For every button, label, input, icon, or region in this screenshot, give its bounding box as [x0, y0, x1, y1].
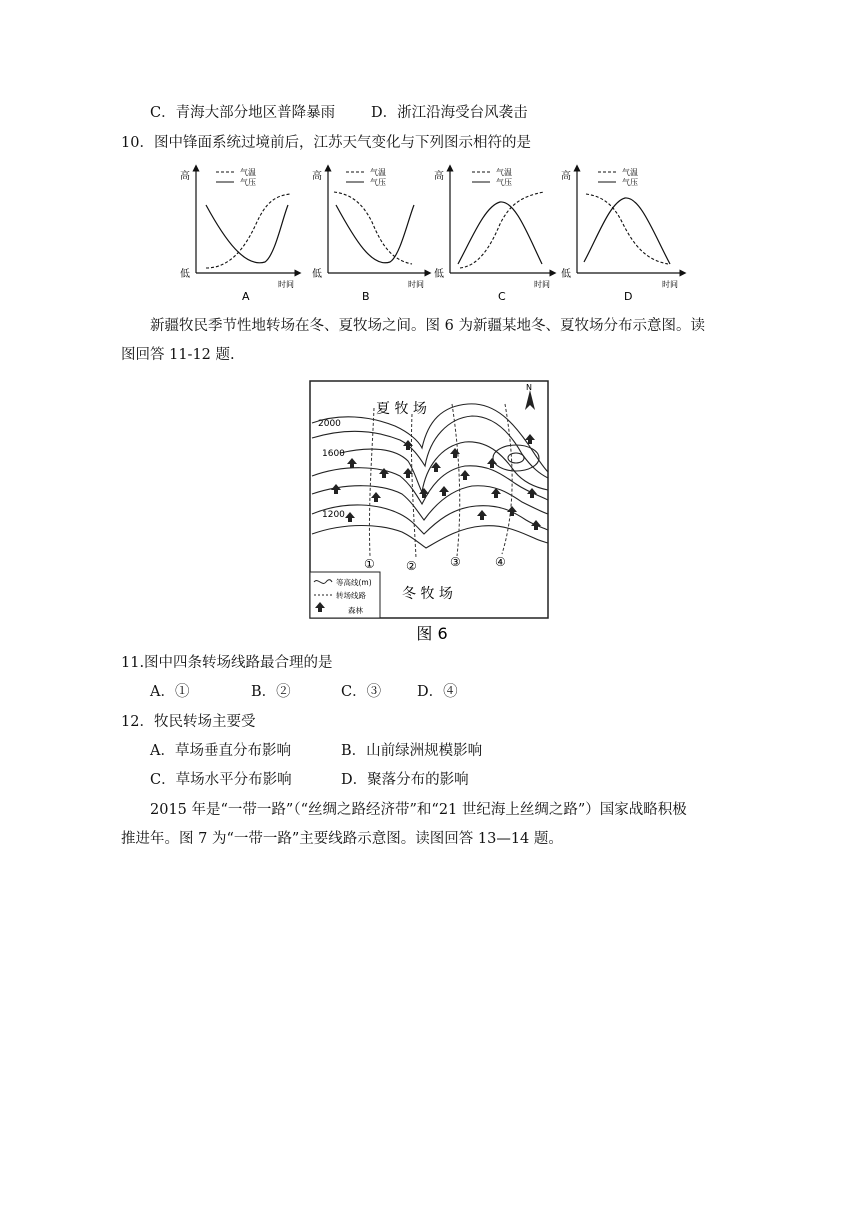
q12-option-c: C．草场水平分布影响	[150, 772, 292, 788]
route-2-label: ②	[406, 559, 417, 573]
route-3-label: ③	[450, 555, 461, 569]
route-4-label: ④	[495, 555, 506, 569]
legend-route-label: 转场线路	[336, 591, 366, 600]
q9-option-c: C．青海大部分地区普降暴雨	[150, 105, 336, 121]
q10-graphs	[0, 160, 860, 310]
q11-stem: 11.图中四条转场线路最合理的是	[121, 655, 333, 671]
q10-b-time-label: 时间	[408, 280, 424, 289]
q10-c-legend-temp: 气温	[496, 168, 512, 177]
q11-option-d: D．④	[417, 684, 458, 700]
q9-option-d: D．浙江沿海受台风袭击	[371, 105, 528, 121]
q10-c-high-label: 高	[434, 171, 444, 182]
q11-option-c: C．③	[341, 684, 382, 700]
q10-graph-c	[434, 167, 553, 303]
intro-13-14-line2: 推进年。图 7 为“一带一路”主要线路示意图。读图回答 13—14 题。	[121, 831, 563, 847]
q11-option-a: A．①	[150, 684, 190, 700]
q10-d-legend-pressure: 气压	[622, 178, 638, 187]
q10-a-high-label: 高	[180, 171, 190, 182]
q10-a-legend-pressure: 气压	[240, 178, 256, 187]
contour-label-1200: 1200	[322, 510, 345, 520]
q10-a-low-label: 低	[180, 269, 190, 280]
q12-option-d: D．聚落分布的影响	[341, 772, 469, 788]
map-legend	[310, 572, 380, 618]
q10-panel-a-label: A	[242, 290, 250, 303]
svg-text:N: N	[526, 383, 532, 392]
q10-panel-d-label: D	[624, 290, 633, 303]
figure-6-caption: 图 6	[416, 624, 448, 643]
intro-11-12-line1: 新疆牧民季节性地转场在冬、夏牧场之间。图 6 为新疆某地冬、夏牧场分布示意图。读	[150, 318, 705, 334]
q10-b-legend-temp: 气温	[370, 168, 386, 177]
q10-panel-b-label: B	[362, 290, 370, 303]
contour-label-2000: 2000	[318, 419, 341, 429]
q10-b-legend-pressure: 气压	[370, 178, 386, 187]
q10-d-legend-temp: 气温	[622, 168, 638, 177]
legend-contour-label: 等高线(m)	[336, 578, 372, 587]
contour-label-1600: 1600	[322, 449, 345, 459]
route-1-label: ①	[364, 557, 375, 571]
q10-d-time-label: 时间	[662, 280, 678, 289]
legend-forest-label: 森林	[348, 606, 363, 615]
q10-graph-b	[312, 167, 428, 303]
winter-pasture-label: 冬 牧 场	[402, 586, 453, 602]
q10-panel-c-label: C	[498, 290, 506, 303]
q12-option-b: B．山前绿洲规模影响	[341, 743, 483, 759]
q11-option-b: B．②	[251, 684, 291, 700]
q10-d-high-label: 高	[561, 171, 571, 182]
q10-c-low-label: 低	[434, 269, 444, 280]
q10-c-legend-pressure: 气压	[496, 178, 512, 187]
q10-d-low-label: 低	[561, 269, 571, 280]
q10-b-high-label: 高	[312, 171, 322, 182]
q10-stem: 10．图中锋面系统过境前后，江苏天气变化与下列图示相符的是	[121, 135, 531, 151]
q10-graph-d	[561, 167, 683, 303]
intro-13-14-line1: 2015 年是“一带一路”（“丝绸之路经济带”和“21 世纪海上丝绸之路”）国家战略积极	[150, 802, 687, 818]
q10-c-time-label: 时间	[534, 280, 550, 289]
q10-b-low-label: 低	[312, 269, 322, 280]
q10-graph-a	[180, 167, 298, 303]
q10-a-legend-temp: 气温	[240, 168, 256, 177]
summer-pasture-label: 夏 牧 场	[376, 401, 427, 417]
figure-6-map	[300, 376, 560, 646]
q12-option-a: A．草场垂直分布影响	[150, 743, 291, 759]
q10-a-time-label: 时间	[278, 280, 294, 289]
q12-stem: 12．牧民转场主要受	[121, 714, 256, 730]
intro-11-12-line2: 图回答 11-12 题.	[121, 347, 235, 363]
